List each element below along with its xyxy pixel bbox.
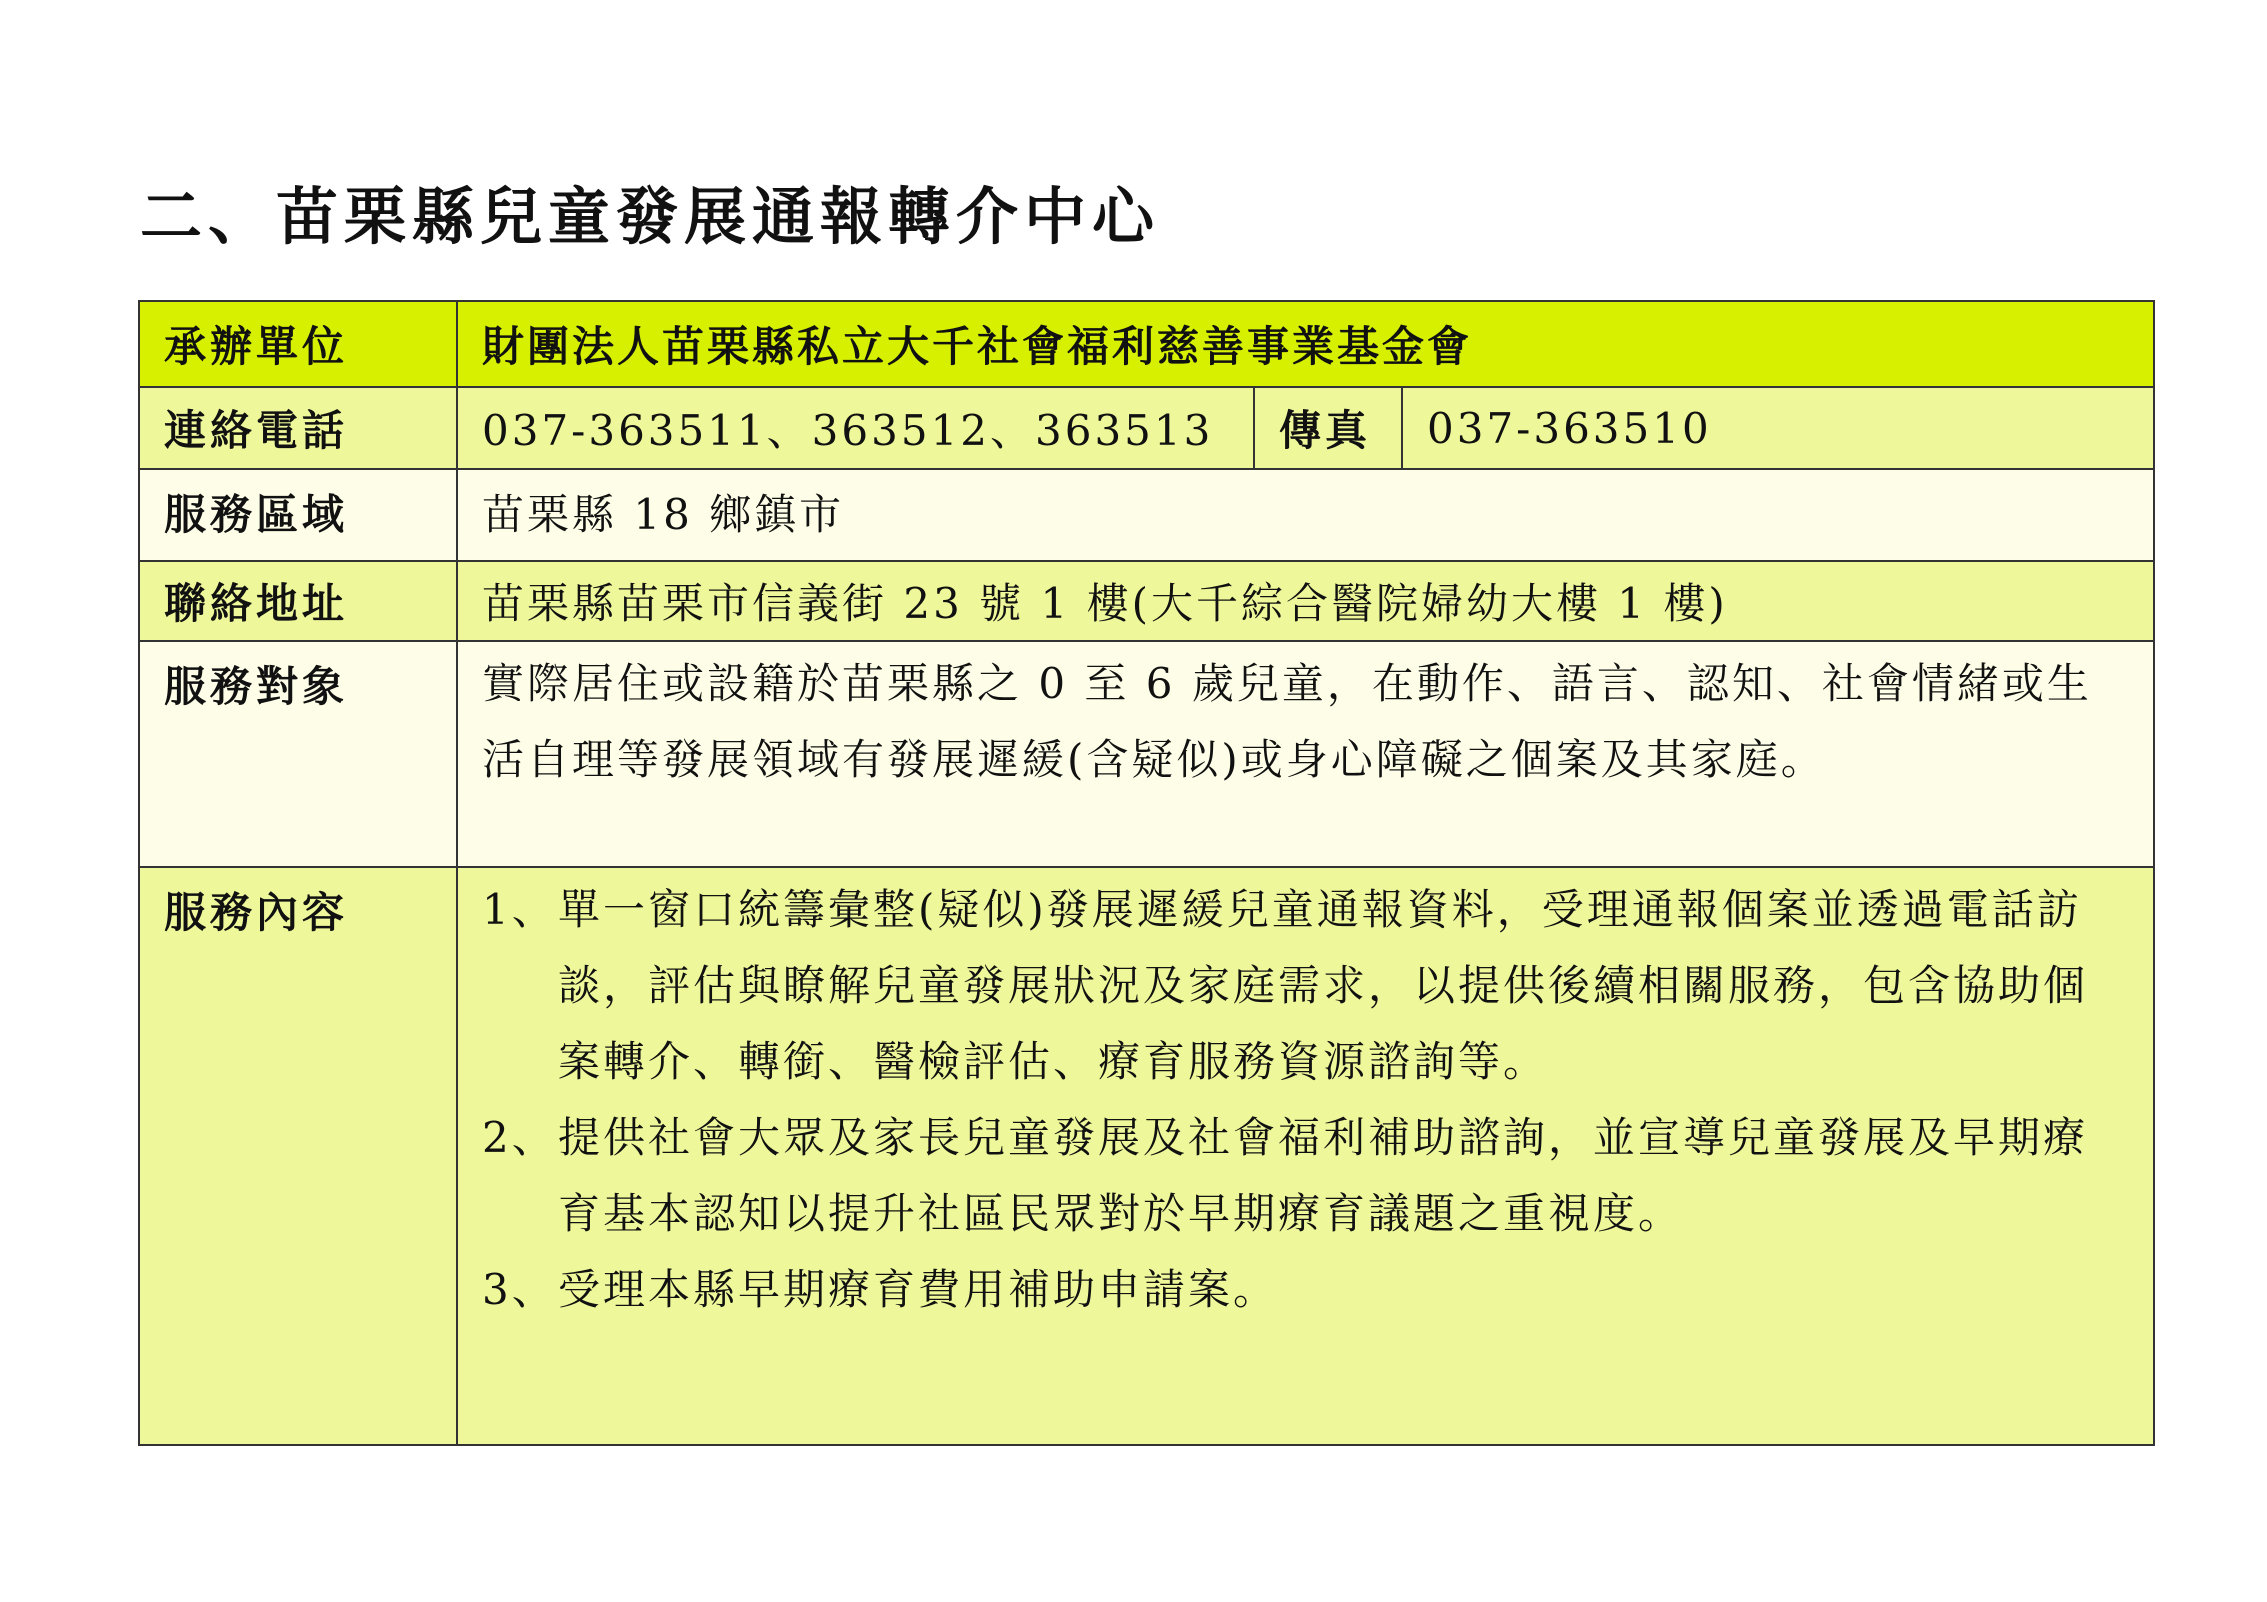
value-content	[457, 867, 2154, 1445]
label-agency: 承辦單位	[139, 301, 457, 387]
list-item: 3、 受理本縣早期療育費用補助申請案。	[482, 1265, 1279, 1314]
row-phone	[139, 387, 2154, 469]
value-area: 苗栗縣 18 鄉鎮市	[457, 469, 2154, 561]
row-content	[139, 867, 2154, 1445]
label-content: 服務內容	[139, 867, 457, 1445]
label-fax: 傳真	[1254, 387, 1402, 469]
value-fax: 037-363510	[1402, 387, 2154, 469]
info-table	[138, 300, 2155, 1446]
label-area: 服務區域	[139, 469, 457, 561]
value-target: 實際居住或設籍於苗栗縣之 0 至 6 歲兒童，在動作、語言、認知、社會情緒或生活自理等發展領域有發展遲緩(含疑似)或身心障礙之個案及其家庭。	[457, 641, 2154, 867]
value-agency: 財團法人苗栗縣私立大千社會福利慈善事業基金會	[457, 301, 2154, 387]
label-phone: 連絡電話	[139, 387, 457, 469]
list-item: 1、 單一窗口統籌彙整(疑似)發展遲緩兒童通報資料，受理通報個案並透過電話訪談，評估與瞭解兒童發展狀況及家庭需求，以提供後續相關服務，包含協助個案轉介、轉銜、醫檢評估、療育服務資源諮詢等。	[482, 885, 2089, 1086]
value-address: 苗栗縣苗栗市信義街 23 號 1 樓(大千綜合醫院婦幼大樓 1 樓)	[457, 561, 2154, 641]
row-target	[139, 641, 2154, 867]
row-area	[139, 469, 2154, 561]
row-address	[139, 561, 2154, 641]
page-title: 二、苗栗縣兒童發展通報轉介中心	[140, 180, 1161, 253]
value-phone: 037-363511、363512、363513	[457, 387, 1254, 469]
list-item: 2、 提供社會大眾及家長兒童發展及社會福利補助諮詢，並宣導兒童發展及早期療育基本認知以提升社區民眾對於早期療育議題之重視度。	[482, 1113, 2089, 1238]
label-target: 服務對象	[139, 641, 457, 867]
row-agency	[139, 301, 2154, 387]
label-address: 聯絡地址	[139, 561, 457, 641]
